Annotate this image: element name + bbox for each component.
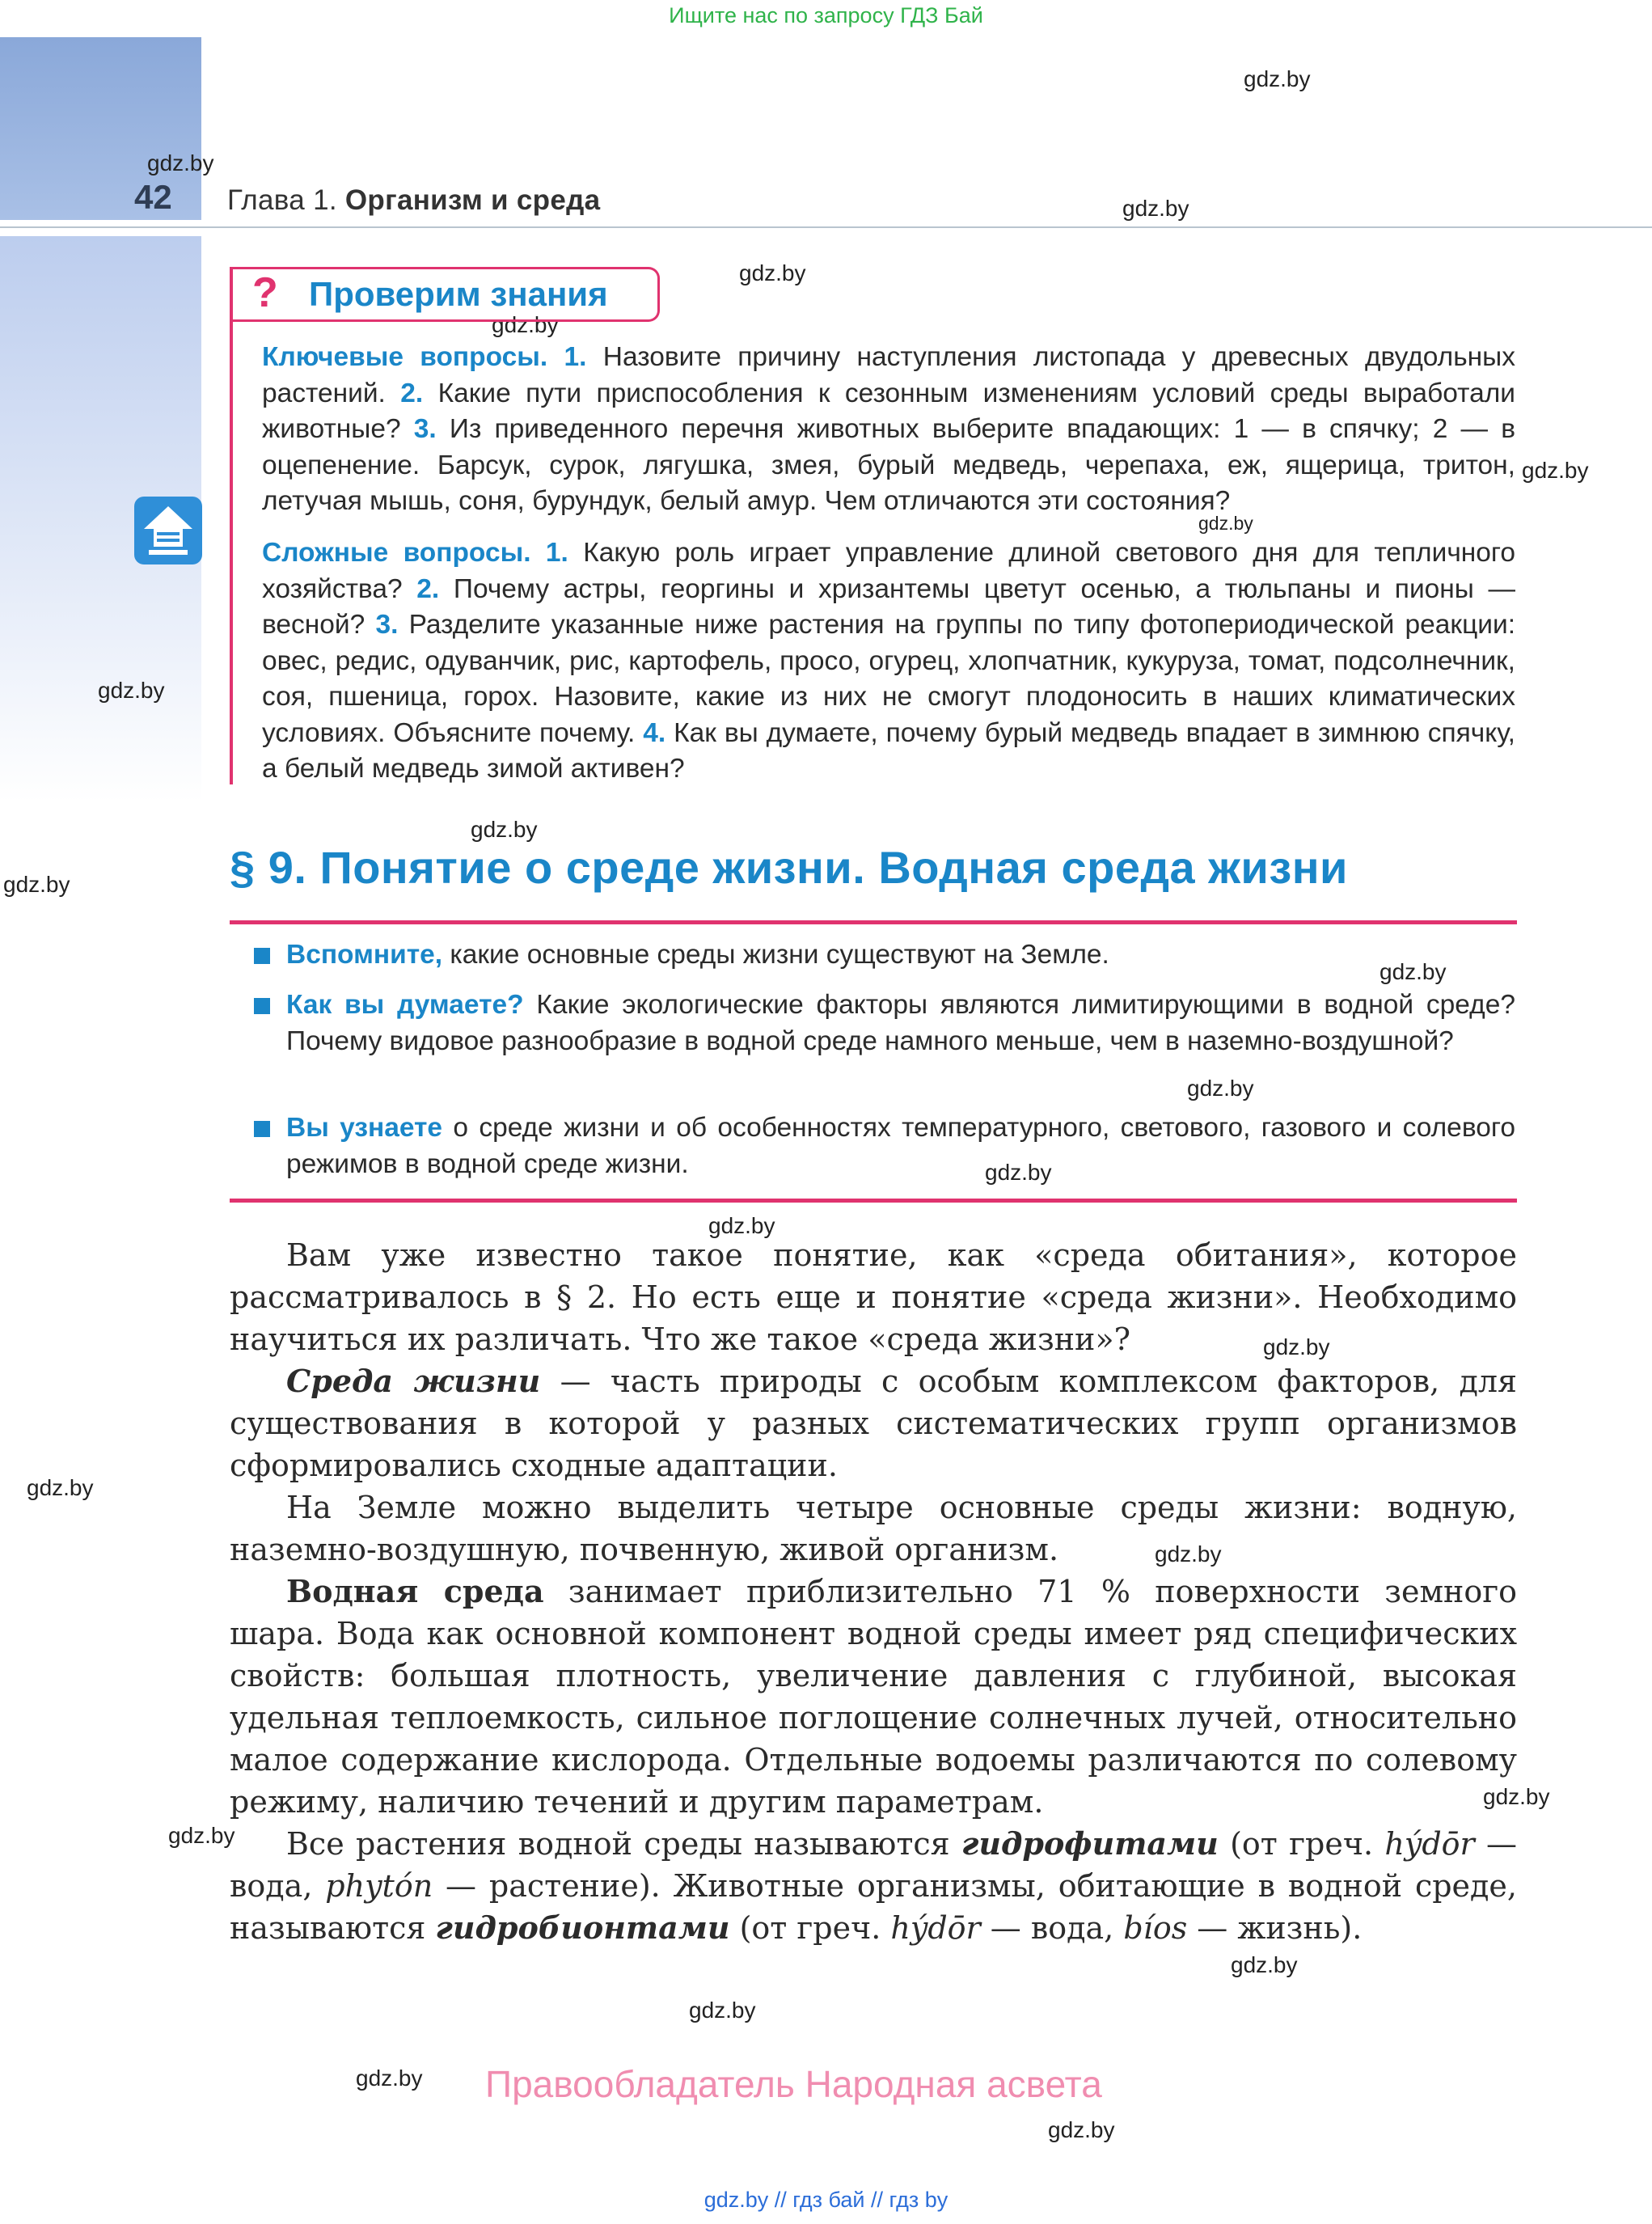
- watermark: gdz.by: [1379, 959, 1447, 984]
- section-title: § 9. Понятие о среде жизни. Водная среда жизни: [230, 842, 1348, 893]
- watermark: gdz.by: [1231, 1952, 1298, 1977]
- greek-word: hýdōr: [890, 1910, 981, 1946]
- paragraph-text: (от греч.: [1218, 1826, 1385, 1862]
- intro-bullet: [286, 937, 1515, 973]
- watermark: gdz.by: [1198, 513, 1253, 534]
- watermark: gdz.by: [1187, 1076, 1254, 1101]
- paragraph-text: — часть природы с особым комплексом факторов, для существования в которой у разных систематических групп организмов сформировались сходные адаптации.: [230, 1364, 1517, 1483]
- watermark: gdz.by: [98, 678, 165, 703]
- check-box-border: [230, 267, 233, 784]
- bullet-text: Какие экологические факторы являются лимитирующими в водной среде? Почему видовое разнообразие в водной среде намного меньше, чем в наземно-воздушной?: [286, 990, 1515, 1056]
- section-rule-top: [230, 920, 1517, 924]
- question-number: 3.: [413, 414, 437, 444]
- bullet-marker: [254, 1121, 270, 1137]
- watermark: gdz.by: [708, 1213, 775, 1238]
- hard-questions-label: Сложные вопросы.: [262, 538, 531, 568]
- greek-word: phytón: [325, 1868, 433, 1904]
- question-text: Какие пути приспособления к сезонным изменениям условий среды выработали животные?: [262, 378, 1516, 444]
- watermark: gdz.by: [168, 1823, 235, 1848]
- watermark: gdz.by: [356, 2065, 423, 2091]
- question-number: 2.: [400, 378, 424, 408]
- question-text: Как вы думаете, почему бурый медведь впадает в зимнюю спячку, а белый медведь зимой активен?: [262, 717, 1515, 784]
- question-text: Какую роль играет управление длиной светового дня для тепличного хозяйства?: [262, 538, 1516, 604]
- paragraph: На Земле можно выделить четыре основные среды жизни: водную, наземно-воздушную, почвенную, живой организм.: [230, 1490, 1517, 1567]
- chapter-heading: [227, 184, 600, 217]
- question-number: 2.: [416, 573, 440, 604]
- question-text: Из приведенного перечня животных выберите впадающих: 1 — в спячку; 2 — в оцепенение. Барсук, сурок, лягушка, змея, бурый медведь, черепаха, еж, ящерица, тритон, летучая мышь, соня, бурундук, белый амур. Чем отличаются эти состояния?: [262, 414, 1516, 516]
- bullet-text: о среде жизни и об особенностях температурного, светового, газового и солевого режимов в водной среде жизни.: [286, 1113, 1515, 1179]
- question-number: 4.: [643, 717, 666, 748]
- section-rule-bottom: [230, 1199, 1517, 1203]
- bullet-marker: [254, 998, 270, 1014]
- paragraph-text: — жизнь).: [1187, 1910, 1363, 1946]
- paragraph-text: — растение). Животные организмы, обитающие в водной среде, называются: [230, 1868, 1518, 1946]
- paragraph-text: занимает приблизительно 71 % поверхности земного шара. Вода как основной компонент водной среды имеет ряд специфических свойств: большая плотность, увеличение давления с глубиной, высокая удельная теплоемкость, сильное поглощение солнечных лучей, относительно малое содержание кислорода. Отдельные водоемы различаются по солевому режиму, наличию течений и другим параметрам.: [230, 1574, 1517, 1820]
- bullet-label: Как вы думаете?: [286, 990, 524, 1020]
- question-number: 3.: [375, 610, 399, 640]
- bullet-text: какие основные среды жизни существуют на Земле.: [450, 940, 1109, 970]
- question-mark-icon: ?: [252, 269, 278, 316]
- paragraph: Вам уже известно такое понятие, как «среда обитания», которое рассматривалось в § 2. Но есть еще и понятие «среда жизни». Необходимо научиться их различать. Что же такое «среда жизни»?: [230, 1237, 1517, 1357]
- main-text: [230, 1234, 1517, 1949]
- intro-bullet: [286, 1110, 1515, 1182]
- watermark: gdz.by: [1483, 1784, 1550, 1809]
- watermark: gdz.by: [1155, 1541, 1222, 1567]
- term: Среда жизни: [286, 1363, 541, 1399]
- greek-word: hýdōr: [1384, 1826, 1475, 1862]
- watermark: gdz.by: [1522, 458, 1589, 483]
- watermark: gdz.by: [739, 260, 806, 285]
- question-text: Разделите указанные ниже растения на группы по типу фотопериодической реакции: овес, редис, одуванчик, рис, картофель, просо, огурец, хлопчатник, кукуруза, томат, подсолнечник, соя, пшеница, горох. Назовите, какие из них не смогут плодоносить в наших климатических условиях. Объясните почему.: [262, 610, 1516, 748]
- watermark: gdz.by: [689, 1998, 756, 2023]
- bullet-marker: [254, 948, 270, 964]
- term: Водная среда: [286, 1573, 544, 1609]
- greek-word: bíos: [1123, 1910, 1188, 1946]
- paragraph-text: — вода,: [980, 1910, 1124, 1946]
- footer-links[interactable]: gdz.by // гдз бай // гдз by: [703, 2188, 949, 2212]
- chapter-prefix: Глава 1.: [227, 184, 337, 216]
- paragraph-text: — вода,: [230, 1826, 1517, 1904]
- paragraph-text: Все растения водной среды называются: [286, 1826, 961, 1862]
- bullet-label: Вспомните,: [286, 940, 443, 970]
- paragraph-text: (от греч.: [729, 1910, 891, 1946]
- top-search-link[interactable]: Ищите нас по запросу ГДЗ Бай: [669, 3, 983, 27]
- watermark: gdz.by: [1122, 196, 1189, 221]
- paragraph: [230, 1823, 1517, 1949]
- question-number: 1.: [564, 342, 587, 372]
- key-questions: [262, 340, 1515, 520]
- watermark: gdz.by: [1244, 66, 1311, 91]
- copyright-notice: Правообладатель Народная асвета: [485, 2063, 1102, 2105]
- watermark: gdz.by: [1048, 2117, 1115, 2142]
- question-text: Почему астры, георгины и хризантемы цветут осенью, а тюльпаны и пионы — весной?: [262, 573, 1515, 640]
- watermark: gdz.by: [27, 1475, 94, 1500]
- home-icon-glyph: [134, 497, 202, 564]
- watermark: gdz.by: [1263, 1334, 1330, 1359]
- paragraph: [230, 1360, 1517, 1486]
- question-text: Назовите причину наступления листопада у древесных двудольных растений.: [262, 342, 1516, 408]
- key-questions-label: Ключевые вопросы.: [262, 342, 548, 372]
- term: гидрофитами: [961, 1825, 1219, 1862]
- home-icon[interactable]: [134, 497, 202, 564]
- chapter-title: Организм и среда: [344, 184, 601, 216]
- watermark: gdz.by: [492, 312, 559, 337]
- watermark: gdz.by: [985, 1160, 1052, 1185]
- intro-bullet: [286, 987, 1515, 1059]
- hard-questions: [262, 535, 1515, 788]
- watermark: gdz.by: [471, 817, 538, 842]
- watermark: gdz.by: [147, 150, 214, 175]
- term: гидробионтами: [435, 1909, 730, 1946]
- bullet-label: Вы узнаете: [286, 1113, 443, 1143]
- watermark: gdz.by: [3, 872, 70, 897]
- page-number: 42: [134, 178, 172, 216]
- check-title: Проверим знания: [309, 275, 608, 313]
- header-rule: [0, 226, 1652, 228]
- paragraph: [230, 1571, 1517, 1823]
- question-number: 1.: [545, 538, 568, 568]
